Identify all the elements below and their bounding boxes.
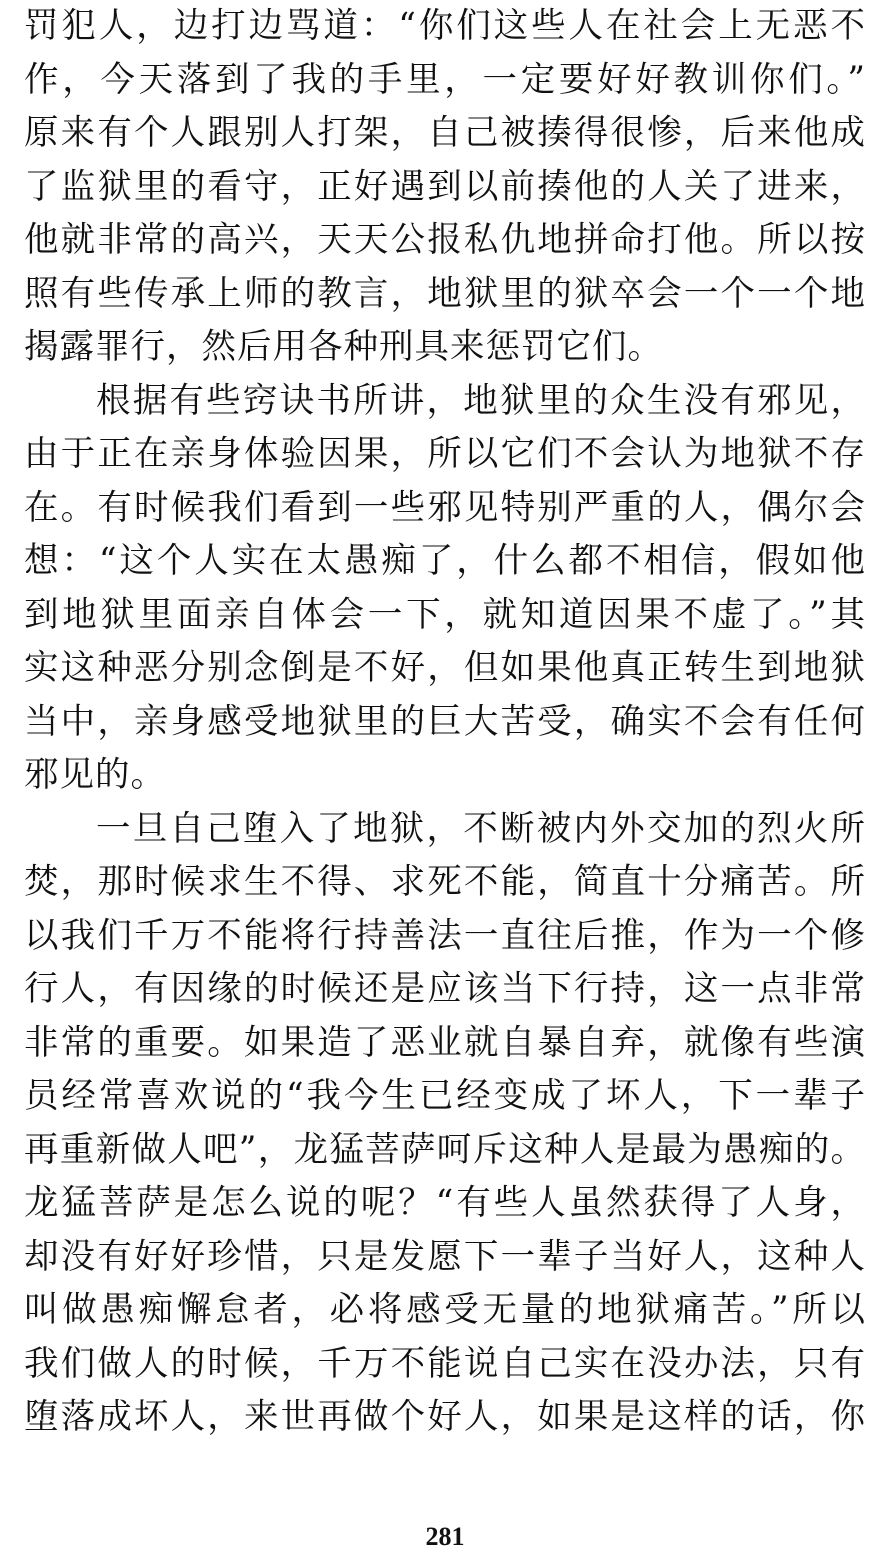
text-line: 想：“这个人实在太愚痴了，什么都不相信，假如他: [24, 541, 866, 581]
text-line: 根据有些窍诀书所讲，地狱里的众生没有邪见，: [96, 380, 866, 421]
page-number: 281: [425, 1522, 465, 1551]
text-line: 了监狱里的看守，正好遇到以前揍他的人关了进来，: [24, 166, 866, 207]
body-text: [24, 0, 866, 1445]
text-line: 行人，有因缘的时候还是应该当下行持，这一点非常: [24, 969, 866, 1009]
text-line: 以我们千万不能将行持善法一直往后推，作为一个修: [24, 915, 866, 956]
text-line: 却没有好好珍惜，只是发愿下一辈子当好人，这种人: [24, 1236, 866, 1277]
text-line: 邪见的。: [24, 755, 166, 795]
text-line: 罚犯人，边打边骂道：“你们这些人在社会上无恶不: [24, 6, 866, 46]
text-line: 原来有个人跟别人打架，自己被揍得很惨，后来他成: [24, 113, 866, 153]
text-line: 非常的重要。如果造了恶业就自暴自弃，就像有些演: [24, 1022, 866, 1063]
text-line: 再重新做人吧”，龙猛菩萨呵斥这种人是最为愚痴的。: [24, 1129, 866, 1170]
text-line: 我们做人的时候，千万不能说自己实在没办法，只有: [24, 1343, 866, 1384]
text-line: 他就非常的高兴，天天公报私仇地拼命打他。所以按: [24, 220, 866, 260]
text-line: 到地狱里面亲自体会一下，就知道因果不虚了。”其: [24, 594, 866, 635]
text-line: 由于正在亲身体验因果，所以它们不会认为地狱不存: [24, 434, 866, 474]
text-line: 作，今天落到了我的手里，一定要好好教训你们。”: [24, 59, 866, 100]
text-line: 焚，那时候求生不得、求死不能，简直十分痛苦。所: [24, 862, 866, 902]
text-line: 实这种恶分别念倒是不好，但如果他真正转生到地狱: [24, 648, 866, 688]
text-line: 照有些传承上师的教言，地狱里的狱卒会一个一个地: [24, 273, 866, 314]
text-line: 当中，亲身感受地狱里的巨大苦受，确实不会有任何: [24, 701, 866, 742]
text-line: 龙猛菩萨是怎么说的呢？“有些人虽然获得了人身，: [24, 1183, 866, 1223]
text-line: 堕落成坏人，来世再做个好人，如果是这样的话，你: [24, 1397, 866, 1437]
text-line: 一旦自己堕入了地狱，不断被内外交加的烈火所: [96, 808, 866, 849]
text-line: 员经常喜欢说的“我今生已经变成了坏人，下一辈子: [24, 1076, 866, 1116]
text-line: 揭露罪行，然后用各种刑具来惩罚它们。: [24, 327, 663, 367]
text-line: 在。有时候我们看到一些邪见特别严重的人，偶尔会: [24, 487, 866, 528]
text-line: 叫做愚痴懈怠者，必将感受无量的地狱痛苦。”所以: [24, 1290, 866, 1330]
